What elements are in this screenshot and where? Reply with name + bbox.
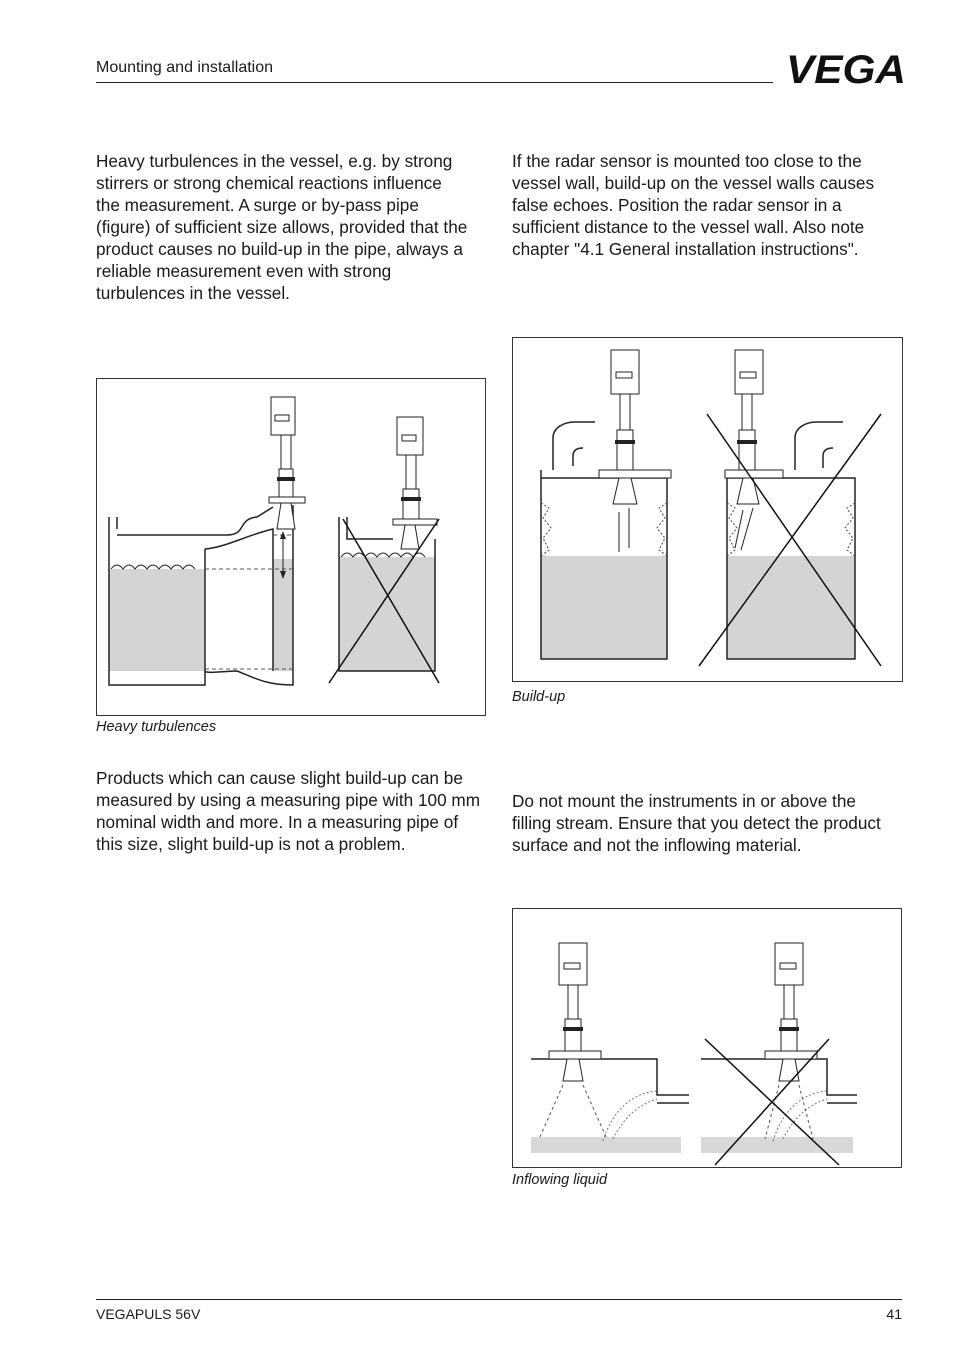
- caption-inflowing-liquid: Inflowing liquid: [512, 1172, 608, 1188]
- footer-product-name: VEGAPULS 56V: [96, 1306, 201, 1322]
- paragraph-buildup: If the radar sensor is mounted too close to the vessel wall, build-up on the vessel walls causes false echoes. Position the radar sensor in a sufficient distance to the vessel wall. Also note chapter "4.1 General installation instructions".: [512, 151, 875, 259]
- vega-logo: [786, 50, 908, 86]
- inflow-illustration: [513, 909, 901, 1167]
- page-header-title: Mounting and installation: [96, 59, 274, 76]
- footer-rule: [96, 1299, 902, 1300]
- paragraph-filling-stream: Do not mount the instruments in or above the filling stream. Ensure that you detect the product surface and not the inflowing material.: [512, 791, 881, 855]
- svg-text:VEGA: VEGA: [786, 50, 906, 86]
- paragraph-turbulence: Heavy turbulences in the vessel, e.g. by strong stirrers or strong chemical reactions influence the measurement. A surge or by-pass pipe (figure) of sufficient size allows, provided that the product causes no build-up in the pipe, always a reliable measurement even with strong turbulences in the vessel.: [96, 151, 468, 303]
- footer-page-number: 41: [886, 1306, 902, 1322]
- header-rule: [96, 82, 773, 83]
- paragraph-measuring-pipe: Products which can cause slight build-up can be measured by using a measuring pipe with 100 mm nominal width and more. In a measuring pipe of this size, slight build-up is not a problem.: [96, 768, 481, 854]
- figure-heavy-turbulences: [96, 378, 486, 716]
- buildup-illustration: [513, 338, 902, 681]
- figure-inflowing-liquid: [512, 908, 902, 1168]
- figure-build-up: [512, 337, 903, 682]
- caption-build-up: Build-up: [512, 689, 566, 705]
- turbulence-illustration: [97, 379, 485, 715]
- caption-heavy-turbulences: Heavy turbulences: [96, 719, 217, 735]
